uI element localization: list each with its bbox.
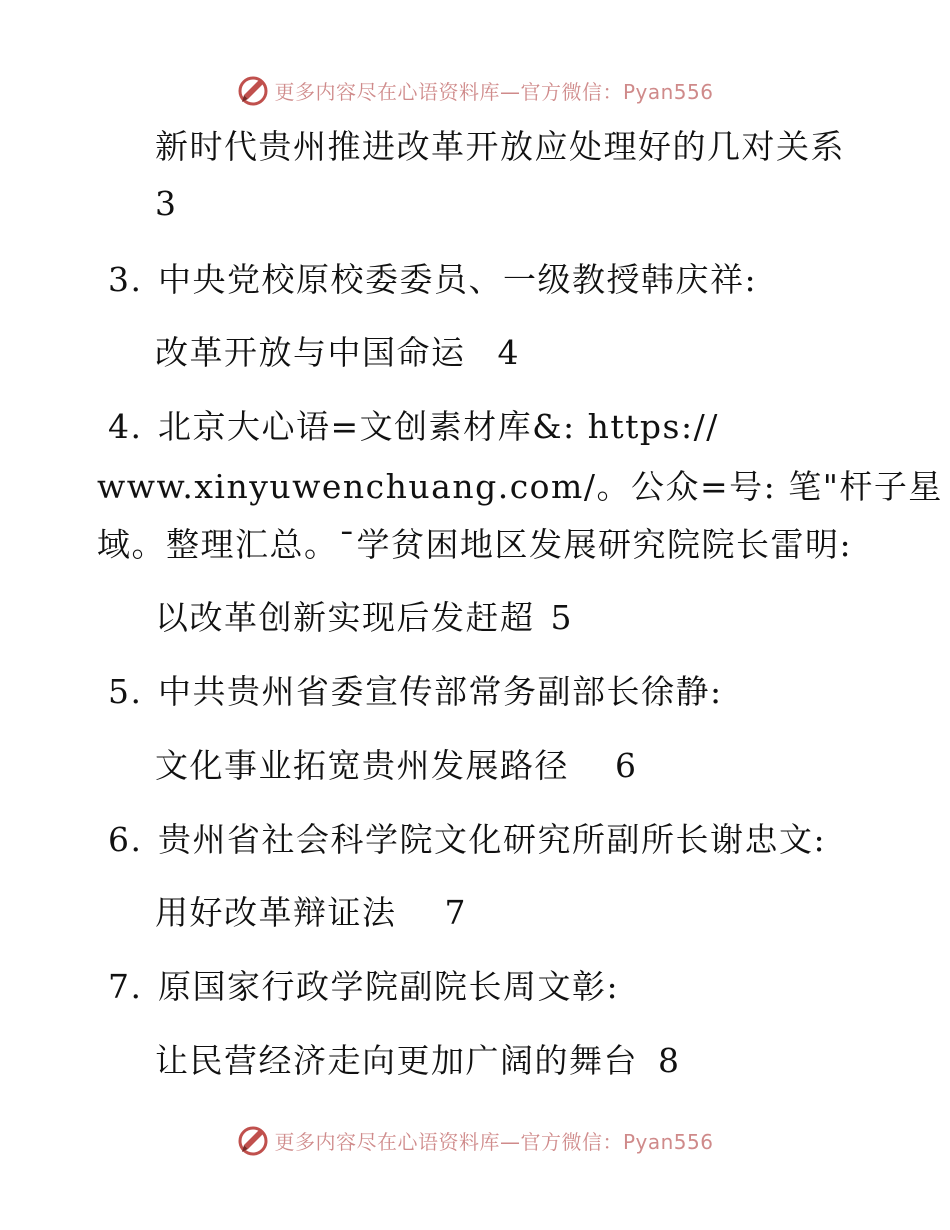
toc-entry-2-page: 3: [155, 184, 178, 223]
toc-entry-6-page: 7: [444, 893, 467, 932]
header-banner: [0, 70, 950, 110]
toc-entry-3-page: 4: [497, 333, 520, 372]
toc-entry-5-page: 6: [615, 746, 638, 785]
toc-entry-5-author: 中共贵州省委宣传部常务副部长徐静:: [158, 672, 723, 711]
toc-entry-5-title-line: [155, 746, 638, 786]
toc-entry-4-line3: 域。整理汇总。¯学贫困地区发展研究院院长雷明:: [97, 525, 853, 564]
toc-entry-6-title-line: [155, 893, 467, 933]
toc-entry-3-title: 改革开放与中国命运: [155, 333, 466, 372]
pen-logo-icon: [236, 1123, 270, 1157]
toc-entry-6-author-line: [108, 820, 826, 860]
pen-logo-icon: [236, 73, 270, 107]
toc-entry-3-author-line: [108, 260, 757, 300]
toc-entry-4-text1: 北京大心语=文创素材库&: https://: [158, 407, 719, 446]
toc-entry-4-title: 以改革创新实现后发赶超: [155, 598, 535, 637]
toc-entry-6-number: 6.: [108, 820, 143, 859]
toc-entry-7-title-line: [155, 1041, 681, 1081]
toc-entry-2-title: 新时代贵州推进改革开放应处理好的几对关系: [155, 127, 845, 166]
toc-entry-4-title-line: [155, 598, 573, 638]
toc-entry-7-title: 让民营经济走向更加广阔的舞台: [155, 1041, 638, 1080]
toc-entry-5-author-line: [108, 672, 723, 712]
toc-entry-6-title: 用好改革辩证法: [155, 893, 397, 932]
toc-entry-6-author: 贵州省社会科学院文化研究所副所长谢忠文:: [158, 820, 827, 859]
toc-entry-4-number: 4.: [108, 407, 143, 446]
toc-entry-3-title-line: [155, 333, 520, 373]
toc-entry-7-author-line: [108, 967, 619, 1007]
header-banner-text: 更多内容尽在心语资料库—官方微信：Pyan556: [274, 79, 714, 104]
toc-entry-4-page: 5: [550, 598, 573, 637]
toc-entry-7-author: 原国家行政学院副院长周文彰:: [158, 967, 620, 1006]
toc-entry-3-author: 中央党校原校委委员、一级教授韩庆祥:: [158, 260, 758, 299]
footer-banner-text: 更多内容尽在心语资料库—官方微信：Pyan556: [274, 1129, 714, 1154]
toc-entry-4-line1: [108, 407, 719, 447]
toc-entry-7-page: 8: [658, 1041, 681, 1080]
toc-entry-7-number: 7.: [108, 967, 143, 1006]
toc-entry-4-line2: www.xinyuwenchuang.com/。公众=号: 笔"杆子星: [97, 467, 943, 506]
footer-banner: [0, 1120, 950, 1160]
toc-entry-5-number: 5.: [108, 672, 143, 711]
toc-entry-3-number: 3.: [108, 260, 143, 299]
toc-entry-5-title: 文化事业拓宽贵州发展路径: [155, 746, 569, 785]
